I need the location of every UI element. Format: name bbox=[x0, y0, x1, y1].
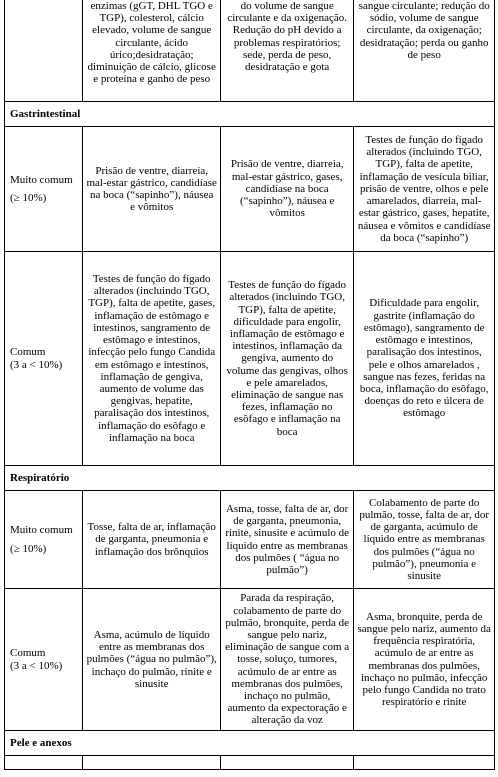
table-row bbox=[5, 252, 495, 466]
table-row bbox=[5, 756, 495, 770]
table-cell: Asma, tosse, falta de ar, dor de garganta, pneumonia, rinite, sinusite e acúmulo de líquido entre as membranas dos pulmões ( “água no pulmão”) bbox=[220, 491, 353, 589]
frequency-name: Muito comum bbox=[10, 173, 73, 186]
table-cell: Dificuldade para engolir, gastrite (inflamação do estômago), sangramento de estômago e intestinos, paralisação dos intestinos, pele e olhos amarelados , sangue nas fezes, feridas na boca, inflamação do esôfago, doenças do reto e úlcera de estômago bbox=[354, 252, 495, 466]
frequency-range: (3 a < 10%) bbox=[10, 358, 63, 371]
adverse-effects-table bbox=[4, 0, 495, 770]
table-row bbox=[5, 0, 495, 102]
table-row bbox=[5, 127, 495, 252]
table-cell: sangue circulante; redução do sódio, volume de sangue circulante, da oxigenação; desidratação; perda ou ganho de peso bbox=[354, 0, 495, 102]
frequency-label bbox=[5, 491, 83, 589]
table-cell bbox=[5, 0, 83, 102]
table-cell: Testes de função do fígado alterados (incluindo TGO, TGP), falta de apetite, inflamação de vesícula biliar, prisão de ventre, olhos e pele amarelados, diarreia, mal-estar gástrico, gases, hepatite, náusea e vômitos e candidíase da boca (“sapinho”) bbox=[354, 127, 495, 252]
frequency-name: Muito comum bbox=[10, 524, 73, 537]
table-cell: Asma, acúmulo de líquido entre as membranas dos pulmões (“água no pulmão”), inchaço do pulmão, rinite e sinusite bbox=[83, 589, 221, 731]
table-cell: Parada da respiração, colabamento de parte do pulmão, bronquite, perda de sangue pelo nariz, eliminação de sangue com a tosse, soluço, tumores, acúmulo de ar entre as membranas dos pulmões, inchaço no pulmão, aumento da expectoração e alteração da voz bbox=[220, 589, 353, 731]
table-cell: Testes de função do fígado alterados (incluindo TGO, TGP), falta de apetite, dificuldade para engolir, inflamação de estômago e intestinos, inflamação da gengiva, aumento do volume das gengivas, olhos e pele amarelados, eliminação de sangue nas fezes, inflamação no esôfago e inflamação na boca bbox=[220, 252, 353, 466]
table-row bbox=[5, 491, 495, 589]
section-header-row bbox=[5, 466, 495, 491]
frequency-label bbox=[5, 252, 83, 466]
table-cell: Tosse, falta de ar, inflamação de garganta, pneumonia e inflamação dos brônquios bbox=[83, 491, 221, 589]
frequency-label bbox=[5, 127, 83, 252]
frequency-name: Comum bbox=[10, 346, 46, 359]
frequency-name: Comum bbox=[10, 647, 46, 660]
section-header: Pele e anexos bbox=[5, 731, 495, 756]
section-header-row bbox=[5, 731, 495, 756]
table-cell: enzimas (gGT, DHL TGO e TGP), colesterol, cálcio elevado, volume de sangue circulante, ácido úrico;desidratação; diminuição de cálcio, glicose e proteína e ganho de peso bbox=[83, 0, 221, 102]
frequency-label bbox=[5, 589, 83, 731]
table-cell: do volume de sangue circulante e da oxigenação. Redução do pH devido a problemas respiratórios; sede, perda de peso, desidratação e gota bbox=[220, 0, 353, 102]
table-cell: Testes de função do fígado alterados (incluindo TGO, TGP), falta de apetite, gases, inflamação de estômago e intestinos, sangramento de estômago e intestinos, infecção pelo fungo Candida em estômago e intestinos, inflamação de gengiva, aumento de volume das gengivas, hepatite, paralisação dos intestinos, inflamação do esôfago e inflamação na boca bbox=[83, 252, 221, 466]
frequency-range: (≥ 10%) bbox=[10, 542, 47, 555]
table-cell: Prisão de ventre, diarreia, mal-estar gástrico, candidíase na boca (“sapinho”), náusea e vômitos bbox=[83, 127, 221, 252]
section-header: Gastrintestinal bbox=[5, 102, 495, 127]
table-cell bbox=[83, 756, 221, 770]
frequency-range: (3 a < 10%) bbox=[10, 659, 63, 672]
table-cell: Colabamento de parte do pulmão, tosse, falta de ar, dor de garganta, acúmulo de líquido entre as membranas dos pulmões (“água no pulmão”), pneumonia e sinusite bbox=[354, 491, 495, 589]
table-cell: Prisão de ventre, diarreia, mal-estar gástrico, gases, candidíase na boca (“sapinho”), náusea e vômitos bbox=[220, 127, 353, 252]
section-header-row bbox=[5, 102, 495, 127]
table-row bbox=[5, 589, 495, 731]
table-cell bbox=[5, 756, 83, 770]
frequency-range: (≥ 10%) bbox=[10, 192, 47, 204]
section-header: Respiratório bbox=[5, 466, 495, 491]
table-cell bbox=[220, 756, 353, 770]
table-cell bbox=[354, 756, 495, 770]
table-cell: Asma, bronquite, perda de sangue pelo nariz, aumento da frequência respiratória, acúmulo de ar entre as membranas dos pulmões, inchaço no pulmão, infecção pelo fungo Candida no trato respiratório e rinite bbox=[354, 589, 495, 731]
